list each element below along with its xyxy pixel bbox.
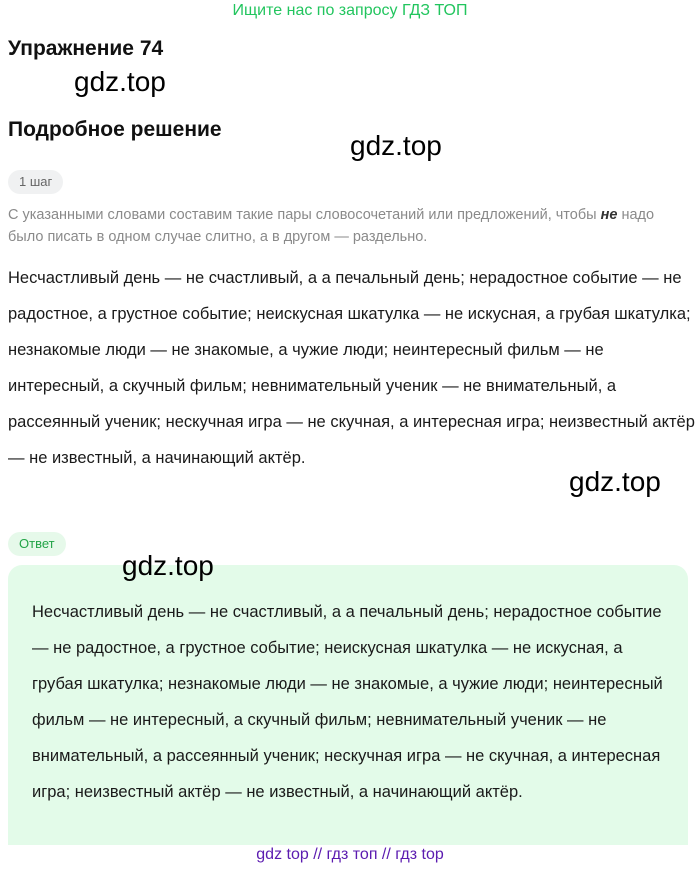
watermark: gdz.top [122,550,214,581]
watermark: gdz.top [74,66,166,97]
step-hint [8,204,693,248]
answer-text: Несчастливый день — не счастливый, а а печальный день; нерадостное событие — не радостное, а грустное событие; неискусная шкатулка — не искусная, а грубая шкатулка; незнакомые люди — не знакомые, а чужие люди; неинтересный фильм — не интересный, а скучный фильм; невнимательный ученик — не внимательный, а рассеянный ученик; нескучная игра — не скучная, а интересная игра; неизвестный актёр — не известный, а начинающий актёр. [32,603,663,801]
footer-links[interactable]: gdz top // гдз топ // гдз top [256,846,444,863]
hint-text-start: С указанными словами составим такие пары словосочетаний или предложений, чтобы [8,207,601,223]
answer-badge: Ответ [8,532,66,556]
hint-emphasis: не [600,207,618,223]
solution-text: Несчастливый день — не счастливый, а а печальный день; нерадостное событие — не радостное, а грустное событие; неискусная шкатулка — не искусная, а грубая шкатулка; незнакомые люди — не знакомые, а чужие люди; неинтересный фильм — не интересный, а скучный фильм; невнимательный ученик — не внимательный, а рассеянный ученик; нескучная игра — не скучная, а интересная игра; неизвестный актёр — не известный, а начинающий актёр. [8,269,695,467]
step-badge: 1 шаг [8,170,63,194]
exercise-title: Упражнение 74 [8,37,164,60]
solution-heading: Подробное решение [8,118,222,141]
watermark: gdz.top [350,130,442,161]
watermark: gdz.top [569,466,661,497]
hint-text-end: надо было писать в одном случае слитно, а в другом — раздельно. [8,207,655,245]
search-banner: Ищите нас по запросу ГДЗ ТОП [232,2,468,19]
